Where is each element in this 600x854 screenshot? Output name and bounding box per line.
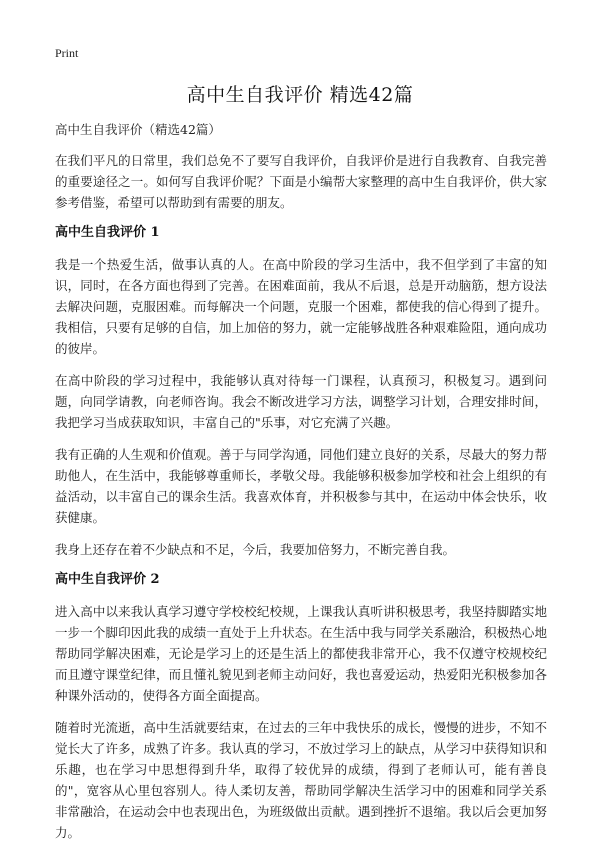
paragraph: 我身上还存在着不少缺点和不足，今后，我要加倍努力，不断完善自我。 [55,542,456,557]
article-body [55,150,547,854]
section-heading: 高中生自我评价 1 [55,225,160,240]
section-heading: 高中生自我评价 2 [55,572,160,587]
paragraph: 在高中阶段的学习过程中，我能够认真对待每一门课程，认真预习，积极复习。遇到问题，向同学请教，向老师咨询。我会不断改进学习方法，调整学习计划，合理安排时间，我把学习当成获取知识，丰富自己的"乐事，对它充满了兴趣。 [55,373,547,430]
paragraph: 进入高中以来我认真学习遵守学校校纪校规，上课我认真听讲积极思考，我坚持脚踏实地一步一个脚印因此我的成绩一直处于上升状态。在生活中我与同学关系融洽，积极热心地帮助同学解决困难，无论是学习上的还是生活上的都使我非常开心，我不仅遵守校规校纪而且遵守课堂纪律，而且懂礼貌见到老师主动问好，我也喜爱运动，热爱阳光积极参加各种课外活动的，使得各方面全面提高。 [55,604,547,703]
paragraph: 我是一个热爱生活，做事认真的人。在高中阶段的学习生活中，我不但学到了丰富的知识，同时，在各方面也得到了完善。在困难面前，我从不后退，总是开动脑筋，想方设法去解决问题，克服困难。而每解决一个问题，克服一个困难，都使我的信心得到了提升。我相信，只要有足够的自信，加上加倍的努力，就一定能够战胜各种艰难险阻，通向成功的彼岸。 [55,257,547,356]
document-subtitle: 高中生自我评价（精选42篇） [55,122,221,137]
paragraph: 我有正确的人生观和价值观。善于与同学沟通，同他们建立良好的关系，尽最大的努力帮助他人，在生活中，我能够尊重师长，孝敬父母。我能够积极参加学校和社会上组织的有益活动，以丰富自己的课余生活。我喜欢体育，并积极参与其中，在运动中体会快乐，收获健康。 [55,447,547,525]
page-title: 高中生自我评价 精选42篇 [186,84,414,106]
paragraph: 随着时光流逝，高中生活就要结束，在过去的三年中我快乐的成长，慢慢的进步，不知不觉长大了许多，成熟了许多。我认真的学习，不放过学习上的缺点，从学习中获得知识和乐趣，也在学习中思想得到升华，取得了较优异的成绩，得到了老师认可，能有善良的"，宽容从心里包容别人。待人柔切友善，帮助同学解决生活学习中的困难和同学关系非常融洽，在运动会中也表现出色，为班级做出贡献。遇到挫折不退缩。我以后会更加努力。 [55,720,547,840]
intro-paragraph: 在我们平凡的日常里，我们总免不了要写自我评价，自我评价是进行自我教育、自我完善的重要途径之一。如何写自我评价呢？下面是小编帮大家整理的高中生自我评价，供大家参考借鉴，希望可以帮助到有需要的朋友。 [55,153,547,210]
print-link[interactable]: Print [55,46,79,60]
